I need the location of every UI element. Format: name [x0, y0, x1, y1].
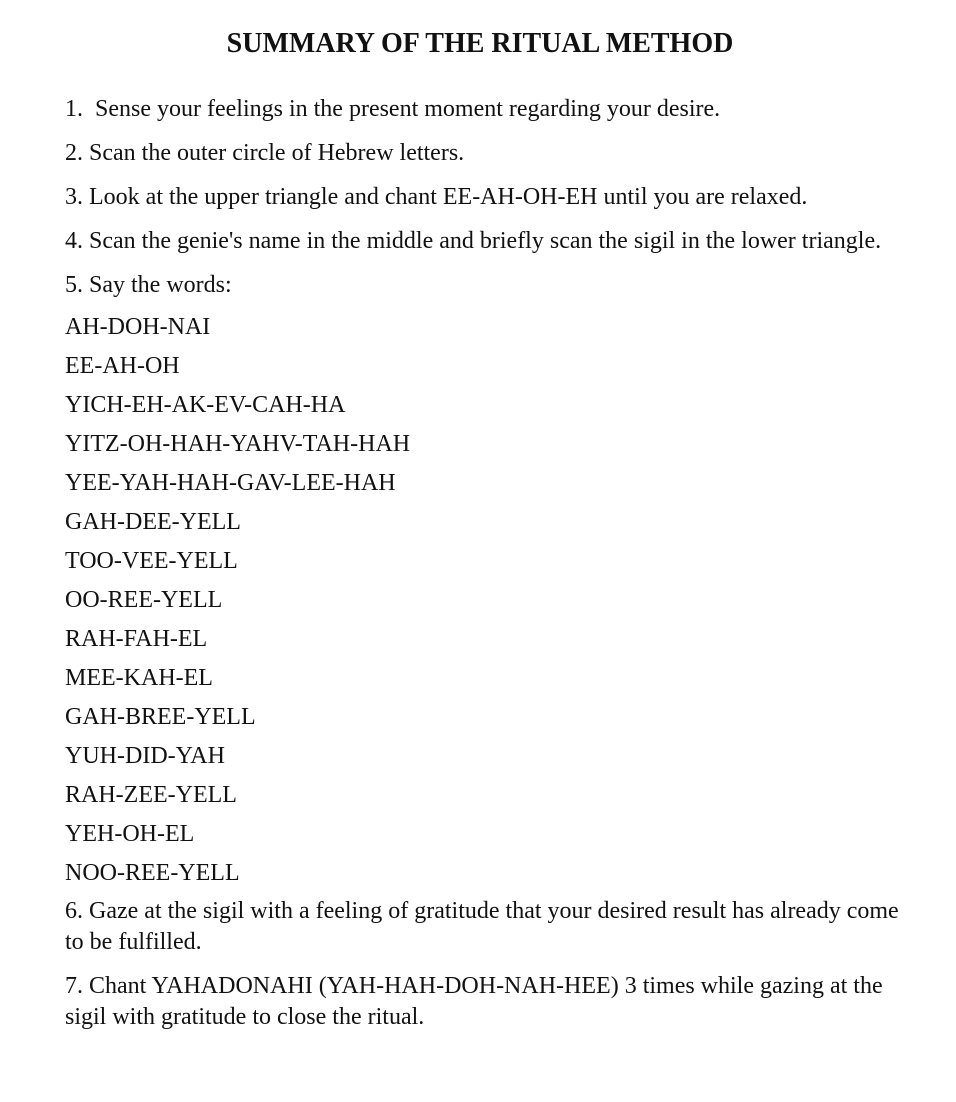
word-item: TOO-VEE-YELL	[65, 548, 238, 574]
word-item: AH-DOH-NAI	[65, 314, 211, 340]
step-7: 7. Chant YAHADONAHI (YAH-HAH-DOH-NAH-HEE) 3 times while gazing at the sigil with gratitude to close the ritual.	[65, 973, 883, 1030]
words-list	[65, 308, 905, 893]
word-item: YEE-YAH-HAH-GAV-LEE-HAH	[65, 470, 396, 496]
word-item: MEE-KAH-EL	[65, 665, 213, 691]
step-4: 4. Scan the genie's name in the middle and briefly scan the sigil in the lower triangle.	[65, 228, 882, 254]
step-1: 1. Sense your feelings in the present moment regarding your desire.	[65, 96, 721, 122]
ritual-steps	[65, 94, 905, 1033]
page-title: SUMMARY OF THE RITUAL METHOD	[226, 28, 734, 59]
word-item: RAH-FAH-EL	[65, 626, 208, 652]
step-5: 5. Say the words:	[65, 272, 232, 298]
word-item: GAH-BREE-YELL	[65, 704, 256, 730]
word-item: OO-REE-YELL	[65, 587, 223, 613]
word-item: YEH-OH-EL	[65, 821, 195, 847]
word-item: EE-AH-OH	[65, 353, 180, 379]
word-item: NOO-REE-YELL	[65, 860, 240, 886]
word-item: YUH-DID-YAH	[65, 743, 225, 769]
word-item: YICH-EH-AK-EV-CAH-HA	[65, 392, 346, 418]
step-3: 3. Look at the upper triangle and chant EE-AH-OH-EH until you are relaxed.	[65, 184, 808, 210]
word-item: YITZ-OH-HAH-YAHV-TAH-HAH	[65, 431, 411, 457]
word-item: RAH-ZEE-YELL	[65, 782, 237, 808]
step-2: 2. Scan the outer circle of Hebrew letters.	[65, 140, 465, 166]
step-6: 6. Gaze at the sigil with a feeling of gratitude that your desired result has already come to be fulfilled.	[65, 898, 899, 955]
word-item: GAH-DEE-YELL	[65, 509, 241, 535]
